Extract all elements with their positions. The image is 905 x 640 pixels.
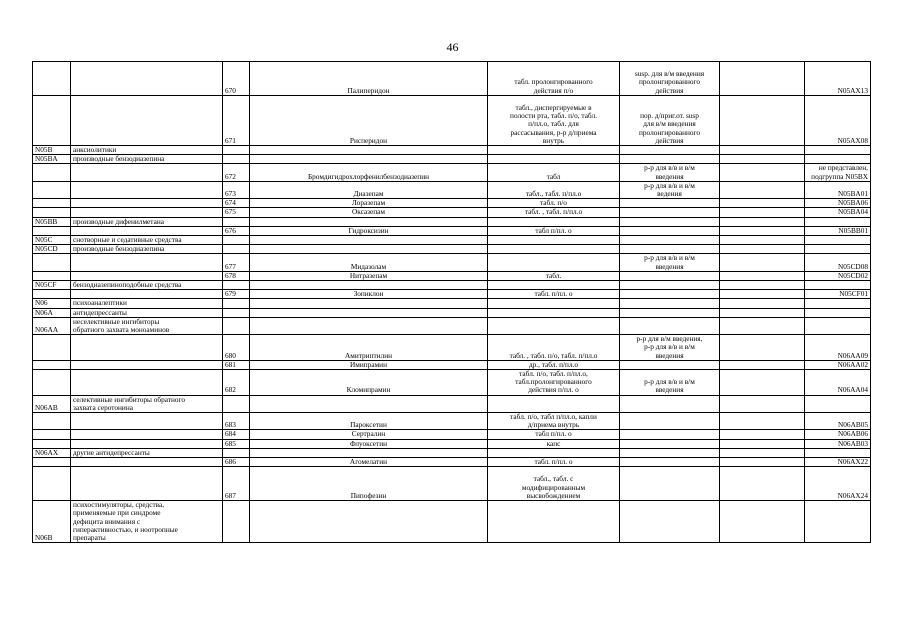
cell-group [71, 62, 223, 96]
cell-empty [720, 299, 805, 308]
cell-form [488, 281, 620, 290]
cell-num [223, 155, 250, 164]
cell-num: 670 [223, 62, 250, 96]
cell-form: табл [488, 164, 620, 181]
cell-code [33, 370, 71, 396]
cell-code [33, 458, 71, 467]
cell-name: Диазепам [250, 181, 488, 198]
cell-atc [805, 501, 871, 543]
cell-name: Оксазепам [250, 208, 488, 217]
group-row [33, 236, 871, 245]
cell-form [488, 155, 620, 164]
cell-form2 [620, 413, 720, 430]
cell-atc: N06AX22 [805, 458, 871, 467]
cell-atc [805, 236, 871, 245]
cell-empty [720, 360, 805, 369]
cell-atc: N06AA04 [805, 370, 871, 396]
cell-group: производные бензодиазепина [71, 245, 223, 254]
cell-code [33, 413, 71, 430]
cell-form2 [620, 448, 720, 457]
cell-num [223, 395, 250, 412]
cell-num: 686 [223, 458, 250, 467]
cell-empty [720, 317, 805, 334]
cell-code [33, 181, 71, 198]
cell-form: табл., табл. с модифицированным высвобождением [488, 467, 620, 501]
cell-atc: N06AX24 [805, 467, 871, 501]
cell-empty [720, 199, 805, 208]
cell-atc: N05BA04 [805, 208, 871, 217]
cell-form2 [620, 458, 720, 467]
cell-code [33, 467, 71, 501]
cell-form2 [620, 271, 720, 280]
cell-form2 [620, 395, 720, 412]
drug-row [33, 370, 871, 396]
cell-group [71, 458, 223, 467]
cell-group: производные дифенилметана [71, 217, 223, 226]
cell-atc: N05CD08 [805, 254, 871, 271]
cell-atc: N06AA09 [805, 335, 871, 361]
cell-form2 [620, 360, 720, 369]
group-row [33, 217, 871, 226]
drug-row [33, 430, 871, 439]
cell-empty [720, 155, 805, 164]
cell-form2: р-р для в/м введения, р-р для в/в и в/м введения [620, 335, 720, 361]
cell-form2 [620, 145, 720, 154]
cell-name [250, 448, 488, 457]
cell-code: N06AA [33, 317, 71, 334]
cell-empty [720, 430, 805, 439]
cell-group [71, 271, 223, 280]
cell-num: 680 [223, 335, 250, 361]
cell-group [71, 467, 223, 501]
cell-name [250, 145, 488, 154]
page-number: 46 [446, 40, 459, 54]
group-row [33, 281, 871, 290]
cell-code: N05B [33, 145, 71, 154]
drug-row [33, 335, 871, 361]
cell-form2 [620, 281, 720, 290]
cell-atc: N06AB03 [805, 439, 871, 448]
drug-row [33, 181, 871, 198]
cell-form2 [620, 208, 720, 217]
cell-form: табл. п/пл. о [488, 458, 620, 467]
cell-atc: N05BB01 [805, 226, 871, 235]
cell-group: антидепрессанты [71, 308, 223, 317]
cell-name: Пипофезин [250, 467, 488, 501]
cell-num [223, 501, 250, 543]
drug-row [33, 199, 871, 208]
cell-name [250, 245, 488, 254]
cell-form2 [620, 217, 720, 226]
cell-name: Зопиклон [250, 290, 488, 299]
cell-name: Агомелатин [250, 458, 488, 467]
cell-atc [805, 217, 871, 226]
cell-form: табл п/пл. о [488, 226, 620, 235]
group-row [33, 299, 871, 308]
cell-group: производные бензодиазепина [71, 155, 223, 164]
cell-atc: N05AX08 [805, 95, 871, 145]
cell-group [71, 208, 223, 217]
cell-group [71, 335, 223, 361]
cell-name: Рисперидон [250, 95, 488, 145]
cell-num: 676 [223, 226, 250, 235]
cell-empty [720, 236, 805, 245]
cell-num: 673 [223, 181, 250, 198]
cell-form [488, 501, 620, 543]
cell-form2 [620, 199, 720, 208]
cell-group: селективные ингибиторы обратного захвата серотонина [71, 395, 223, 412]
cell-empty [720, 413, 805, 430]
cell-empty [720, 271, 805, 280]
drug-row [33, 360, 871, 369]
cell-name [250, 299, 488, 308]
cell-code [33, 271, 71, 280]
cell-atc: N05CF01 [805, 290, 871, 299]
cell-form: табл п/пл. о [488, 430, 620, 439]
cell-num: 672 [223, 164, 250, 181]
cell-code: N05C [33, 236, 71, 245]
cell-code: N06A [33, 308, 71, 317]
cell-empty [720, 335, 805, 361]
group-row [33, 501, 871, 543]
cell-num [223, 299, 250, 308]
cell-name: Бромдигидрохлорфенилбензодиазепин [250, 164, 488, 181]
drug-row [33, 413, 871, 430]
cell-atc [805, 245, 871, 254]
cell-form2 [620, 155, 720, 164]
group-row [33, 308, 871, 317]
cell-empty [720, 145, 805, 154]
cell-form: табл., табл. п/пл.о [488, 181, 620, 198]
cell-form: табл. , табл. п/пл.о [488, 208, 620, 217]
cell-empty [720, 281, 805, 290]
cell-form [488, 254, 620, 271]
drug-row [33, 290, 871, 299]
cell-num: 675 [223, 208, 250, 217]
cell-name [250, 236, 488, 245]
cell-empty [720, 370, 805, 396]
cell-atc [805, 145, 871, 154]
cell-num [223, 145, 250, 154]
cell-code [33, 164, 71, 181]
cell-name: Флуоксетин [250, 439, 488, 448]
cell-num: 678 [223, 271, 250, 280]
cell-name [250, 395, 488, 412]
group-row [33, 155, 871, 164]
cell-code [33, 360, 71, 369]
group-row [33, 317, 871, 334]
cell-name [250, 217, 488, 226]
cell-atc: N05AX13 [805, 62, 871, 96]
cell-code [33, 208, 71, 217]
cell-atc [805, 448, 871, 457]
drug-row [33, 62, 871, 96]
cell-name [250, 155, 488, 164]
cell-group [71, 164, 223, 181]
drug-list-table [32, 61, 871, 543]
cell-name: Лоразепам [250, 199, 488, 208]
cell-num [223, 448, 250, 457]
cell-atc: N05BA06 [805, 199, 871, 208]
group-row [33, 145, 871, 154]
cell-form [488, 299, 620, 308]
drug-row [33, 254, 871, 271]
cell-name: Амитриптилин [250, 335, 488, 361]
drug-row [33, 208, 871, 217]
cell-empty [720, 290, 805, 299]
cell-empty [720, 95, 805, 145]
cell-code [33, 254, 71, 271]
cell-form [488, 145, 620, 154]
cell-group: неселективные ингибиторы обратного захвата моноаминов [71, 317, 223, 334]
cell-atc: N05CD02 [805, 271, 871, 280]
cell-form: табл. п/пл. о [488, 290, 620, 299]
cell-atc [805, 395, 871, 412]
cell-group [71, 199, 223, 208]
cell-empty [720, 62, 805, 96]
cell-form [488, 395, 620, 412]
cell-num: 687 [223, 467, 250, 501]
cell-atc [805, 308, 871, 317]
cell-form2 [620, 245, 720, 254]
cell-group: психоаналептики [71, 299, 223, 308]
cell-name [250, 501, 488, 543]
cell-num [223, 308, 250, 317]
cell-num: 685 [223, 439, 250, 448]
cell-num [223, 236, 250, 245]
cell-empty [720, 217, 805, 226]
cell-form [488, 308, 620, 317]
cell-group [71, 290, 223, 299]
cell-form2 [620, 226, 720, 235]
cell-code [33, 95, 71, 145]
cell-form: табл. , табл. п/о, табл. п/пл.о [488, 335, 620, 361]
cell-name: Кломипрамин [250, 370, 488, 396]
cell-group [71, 254, 223, 271]
cell-name [250, 317, 488, 334]
cell-group [71, 413, 223, 430]
cell-num [223, 281, 250, 290]
cell-form: капс [488, 439, 620, 448]
cell-code [33, 439, 71, 448]
cell-atc: не представлен, подгруппа N05BX [805, 164, 871, 181]
cell-name: Сертралин [250, 430, 488, 439]
cell-form2 [620, 430, 720, 439]
cell-form [488, 245, 620, 254]
cell-code: N05CF [33, 281, 71, 290]
cell-group [71, 439, 223, 448]
cell-code: N06AB [33, 395, 71, 412]
cell-code [33, 226, 71, 235]
cell-name: Имипрамин [250, 360, 488, 369]
cell-form2 [620, 308, 720, 317]
cell-group [71, 360, 223, 369]
cell-code [33, 290, 71, 299]
cell-form: табл. п/о, табл. п/пл.о, табл.пролонгированного действия п/пл. о [488, 370, 620, 396]
cell-num [223, 245, 250, 254]
cell-empty [720, 164, 805, 181]
cell-empty [720, 245, 805, 254]
cell-code [33, 62, 71, 96]
cell-form2: susp. для в/м введения пролонгированного действия [620, 62, 720, 96]
cell-empty [720, 254, 805, 271]
cell-code: N05BA [33, 155, 71, 164]
cell-group [71, 370, 223, 396]
cell-form2 [620, 236, 720, 245]
cell-group: психостимуляторы, средства, применяемые при синдроме дефицита внимания с гиперактивностью, и ноотропные препараты [71, 501, 223, 543]
cell-form2 [620, 299, 720, 308]
group-row [33, 245, 871, 254]
cell-group [71, 95, 223, 145]
cell-form2: р-р для в/в и в/м введения [620, 254, 720, 271]
cell-form2: р-р для в/в и в/м введения [620, 370, 720, 396]
drug-row [33, 439, 871, 448]
cell-empty [720, 448, 805, 457]
cell-empty [720, 501, 805, 543]
cell-group: снотворные и седативные средства [71, 236, 223, 245]
cell-form2: пор. д/приг.от. susp для в/м введения пролонгированного действия [620, 95, 720, 145]
cell-code: N05CD [33, 245, 71, 254]
cell-form2: р-р для в/в и в/м ведения [620, 181, 720, 198]
cell-num: 683 [223, 413, 250, 430]
cell-atc [805, 281, 871, 290]
cell-form: табл. п/о, табл п/пл.о, капли д/приема внутрь [488, 413, 620, 430]
cell-form2 [620, 317, 720, 334]
cell-form2 [620, 290, 720, 299]
cell-empty [720, 208, 805, 217]
cell-num: 677 [223, 254, 250, 271]
cell-name: Мидазолам [250, 254, 488, 271]
cell-atc: N06AA02 [805, 360, 871, 369]
cell-empty [720, 308, 805, 317]
cell-form: табл. пролонгированного действия п/о [488, 62, 620, 96]
cell-num: 674 [223, 199, 250, 208]
cell-name: Нитразепам [250, 271, 488, 280]
group-row [33, 395, 871, 412]
cell-atc: N05BA01 [805, 181, 871, 198]
drug-row [33, 458, 871, 467]
cell-form [488, 448, 620, 457]
cell-atc: N06AB05 [805, 413, 871, 430]
cell-form: табл., диспергируемые в полости рта, табл. п/о, табл. п/пл.о, табл. для рассасывания, р-р д/приема внутрь [488, 95, 620, 145]
cell-form: др., табл. п/пл.о [488, 360, 620, 369]
cell-group: другие антидепрессанты [71, 448, 223, 457]
cell-code [33, 430, 71, 439]
cell-form [488, 217, 620, 226]
cell-atc [805, 317, 871, 334]
cell-form2 [620, 467, 720, 501]
cell-group [71, 181, 223, 198]
cell-form [488, 236, 620, 245]
cell-code: N06AX [33, 448, 71, 457]
cell-empty [720, 226, 805, 235]
cell-num: 671 [223, 95, 250, 145]
cell-empty [720, 395, 805, 412]
cell-group: анксиолитики [71, 145, 223, 154]
cell-form [488, 317, 620, 334]
cell-form: табл. п/о [488, 199, 620, 208]
cell-atc [805, 299, 871, 308]
cell-atc: N06AB06 [805, 430, 871, 439]
cell-empty [720, 458, 805, 467]
cell-name: Пароксетин [250, 413, 488, 430]
cell-group [71, 430, 223, 439]
cell-form: табл. [488, 271, 620, 280]
cell-empty [720, 439, 805, 448]
cell-name: Палиперидон [250, 62, 488, 96]
cell-num: 684 [223, 430, 250, 439]
cell-empty [720, 467, 805, 501]
cell-group: бензодиазепиноподобные средства [71, 281, 223, 290]
cell-group [71, 226, 223, 235]
cell-form2 [620, 501, 720, 543]
cell-num [223, 217, 250, 226]
cell-name: Гидроксизин [250, 226, 488, 235]
drug-row [33, 95, 871, 145]
cell-name [250, 308, 488, 317]
cell-num: 682 [223, 370, 250, 396]
cell-empty [720, 181, 805, 198]
drug-row [33, 226, 871, 235]
cell-num [223, 317, 250, 334]
drug-row [33, 164, 871, 181]
cell-atc [805, 155, 871, 164]
cell-code [33, 335, 71, 361]
cell-num: 679 [223, 290, 250, 299]
cell-name [250, 281, 488, 290]
cell-num: 681 [223, 360, 250, 369]
cell-form2 [620, 439, 720, 448]
drug-row [33, 271, 871, 280]
group-row [33, 448, 871, 457]
drug-row [33, 467, 871, 501]
cell-code: N06 [33, 299, 71, 308]
cell-code: N05BB [33, 217, 71, 226]
cell-code [33, 199, 71, 208]
cell-form2: р-р для в/в и в/м введения [620, 164, 720, 181]
cell-code: N06B [33, 501, 71, 543]
